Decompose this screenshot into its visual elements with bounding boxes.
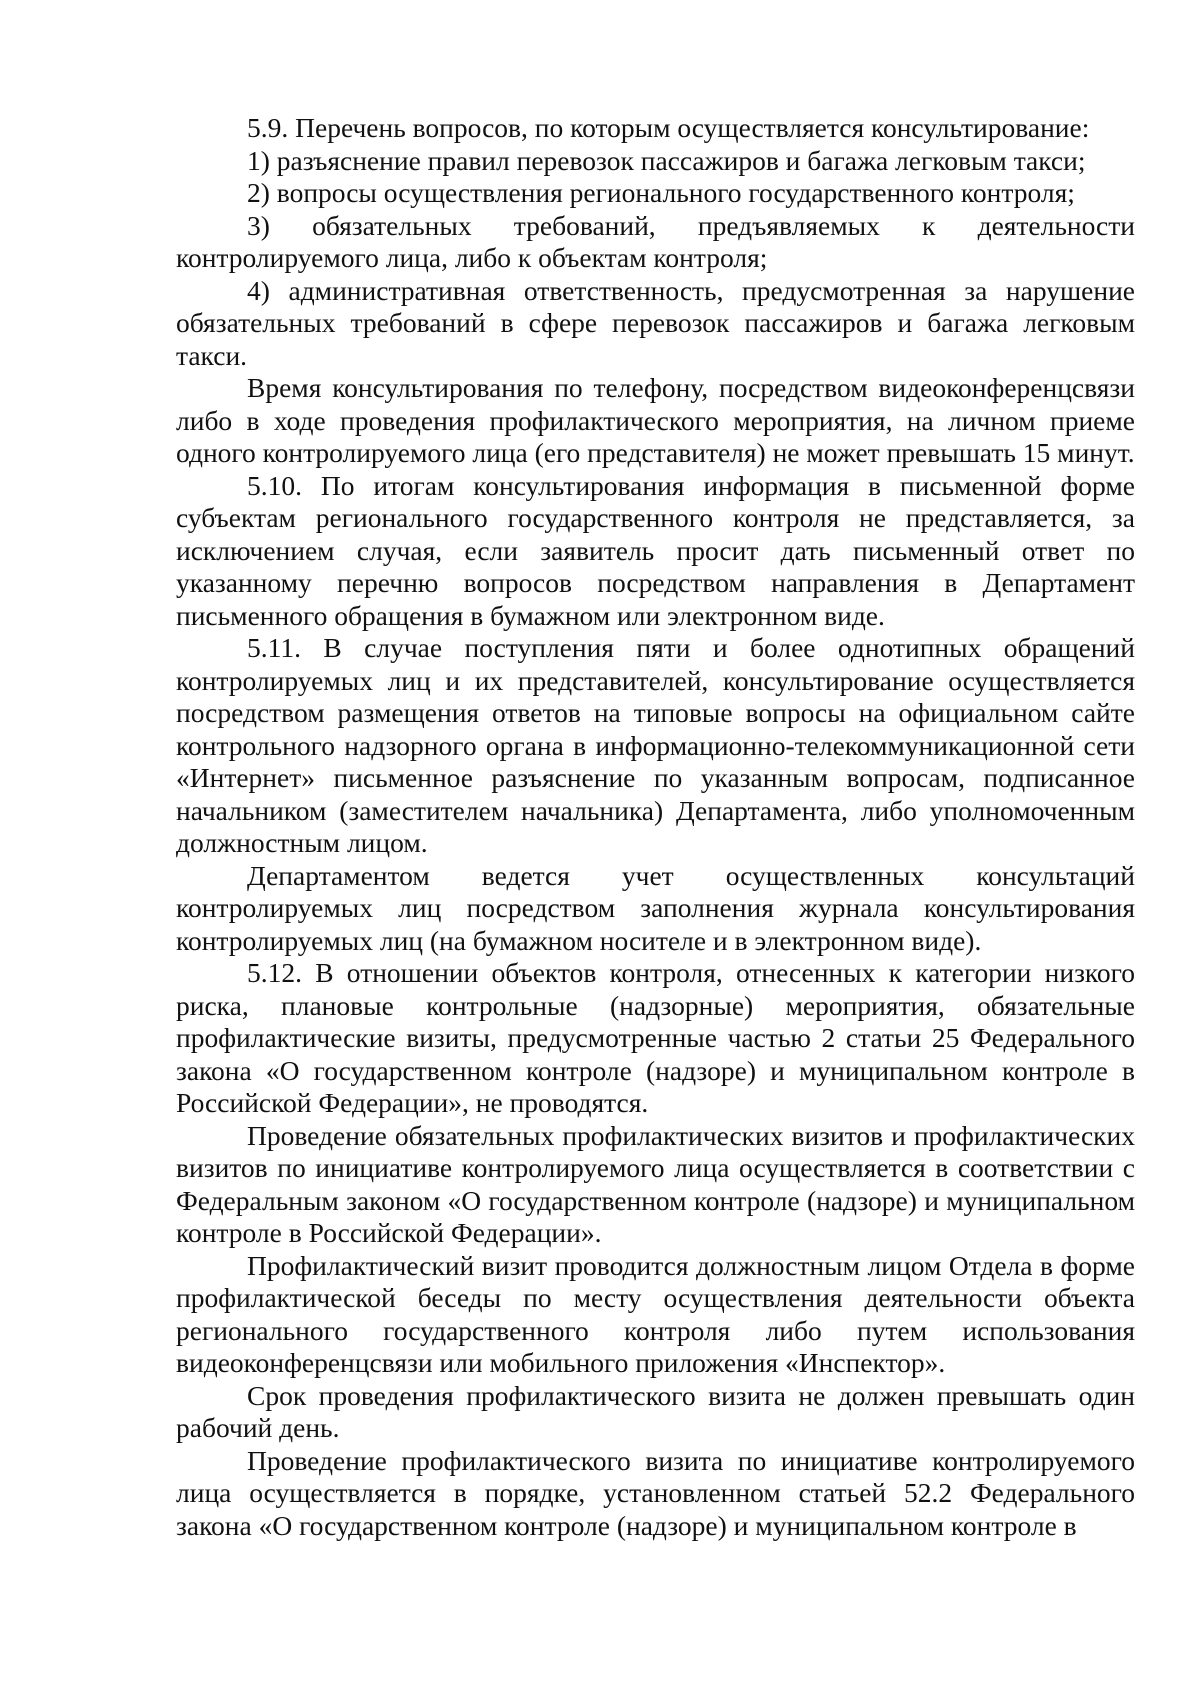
paragraph-mandatory-visits: Проведение обязательных профилактических визитов и профилактических визитов по инициативе контролируемого лица осуществляется в соответствии с Федеральным законом «О государственном контроле (надзоре) и муниципальном контроле в Российской Федерации». bbox=[176, 1119, 1135, 1248]
paragraph-consultation-time: Время консультирования по телефону, посредством видеоконференцсвязи либо в ходе проведения профилактического мероприятия, на личном приеме одного контролируемого лица (его представителя) не может превышать 15 минут. bbox=[176, 372, 1135, 468]
paragraph-item-3: 3) обязательных требований, предъявляемых к деятельности контролируемого лица, либо к объектам контроля; bbox=[176, 209, 1135, 273]
paragraph-5-10: 5.10. По итогам консультирования информация в письменной форме субъектам регионального государственного контроля не представляется, за исключением случая, если заявитель просит дать письменный ответ по указанному перечню вопросов посредством направления в Департамент письменного обращения в бумажном или электронном виде. bbox=[176, 469, 1135, 631]
paragraph-item-1: 1) разъяснение правил перевозок пассажиров и багажа легковым такси; bbox=[247, 144, 1086, 176]
paragraph-item-2: 2) вопросы осуществления регионального государственного контроля; bbox=[247, 177, 1075, 208]
paragraph-5-11: 5.11. В случае поступления пяти и более однотипных обращений контролируемых лиц и их представителей, консультирование осуществляется посредством размещения ответов на типовые вопросы на официальном сайте контрольного надзорного органа в информационно-телекоммуникационной сети «Интернет» письменное разъяснение по указанным вопросам, подписанное начальником (заместителем начальника) Департамента, либо уполномоченным должностным лицом. bbox=[176, 632, 1135, 858]
paragraph-5-9-heading: 5.9. Перечень вопросов, по которым осуществляется консультирование: bbox=[247, 112, 1090, 143]
paragraph-5-12: 5.12. В отношении объектов контроля, отнесенных к категории низкого риска, плановые контрольные (надзорные) мероприятия, обязательные профилактические визиты, предусмотренные частью 2 статьи 25 Федерального закона «О государственном контроле (надзоре) и муниципальном контроле в Российской Федерации», не проводятся. bbox=[176, 957, 1135, 1118]
paragraph-visit-duration: Срок проведения профилактического визита не должен превышать один рабочий день. bbox=[176, 1379, 1135, 1443]
paragraph-visit-initiative: Проведение профилактического визита по инициативе контролируемого лица осуществляется в порядке, установленном статьей 52.2 Федерального закона «О государственном контроле (надзоре) и муниципальном контроле в bbox=[176, 1444, 1135, 1541]
paragraph-item-4: 4) административная ответственность, предусмотренная за нарушение обязательных требований в сфере перевозок пассажиров и багажа легковым такси. bbox=[176, 274, 1135, 371]
paragraph-consultation-record: Департаментом ведется учет осуществленных консультаций контролируемых лиц посредством заполнения журнала консультирования контролируемых лиц (на бумажном носителе и в электронном виде). bbox=[176, 859, 1135, 956]
paragraph-visit-form: Профилактический визит проводится должностным лицом Отдела в форме профилактической беседы по месту осуществления деятельности объекта регионального государственного контроля либо путем использования видеоконференцсвязи или мобильного приложения «Инспектор». bbox=[176, 1249, 1135, 1378]
document-body bbox=[176, 112, 1135, 1542]
